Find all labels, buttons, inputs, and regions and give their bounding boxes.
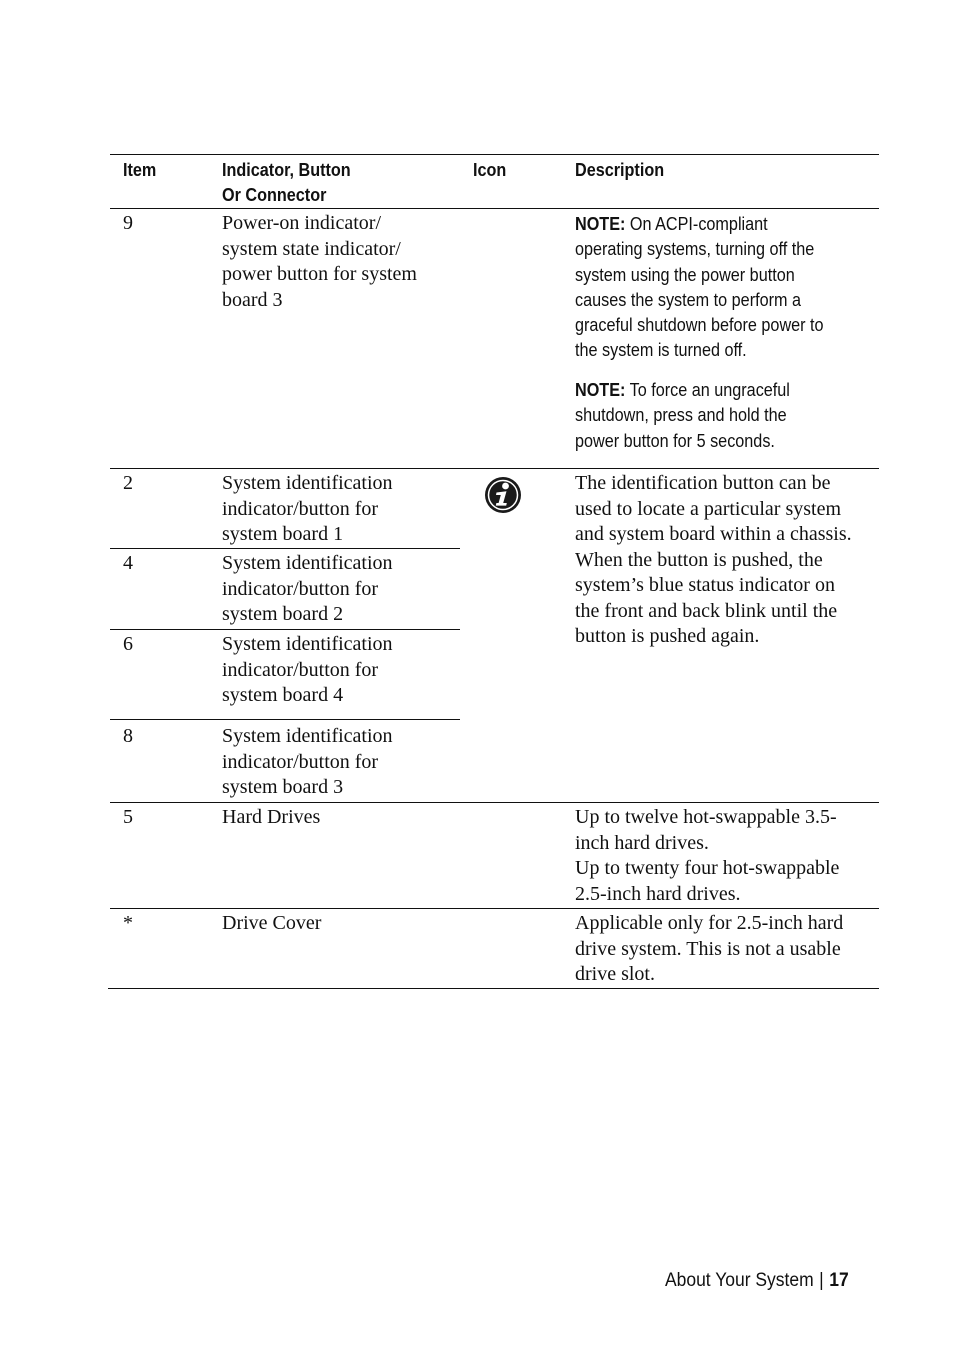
text-line: button is pushed again. [575, 625, 760, 647]
note-text: On ACPI-compliant [625, 214, 768, 234]
row-divider [110, 908, 879, 909]
text-line [575, 212, 824, 237]
text-line: causes the system to perform a [575, 289, 801, 310]
note-acpi [575, 212, 824, 364]
text-line: graceful shutdown before power to [575, 315, 824, 336]
description [575, 805, 839, 907]
footer-section-title: About Your System [665, 1270, 814, 1291]
text-line: drive system. This is not a usable [575, 937, 841, 960]
text-line: indicator/button for [222, 658, 379, 681]
table-bottom-rule [108, 988, 879, 989]
text-line: system board 2 [222, 603, 344, 625]
text-line: system board 3 [222, 776, 344, 798]
page-footer [665, 1270, 849, 1292]
header-indicator [222, 158, 351, 208]
text-line: system board 4 [222, 684, 344, 706]
note-label: NOTE: [575, 214, 626, 234]
text-line: system state indicator/ [222, 237, 401, 260]
text-line: operating systems, turning off the [575, 239, 815, 260]
indicator-name: Hard Drives [222, 806, 321, 828]
indicator-name [222, 471, 393, 548]
item-number: 6 [123, 633, 133, 655]
item-number: 8 [123, 725, 133, 747]
text-line: System identification [222, 472, 393, 494]
text-line: indicator/button for [222, 750, 379, 773]
text-line [575, 378, 790, 403]
text-line: system board 1 [222, 523, 344, 545]
indicator-name: Drive Cover [222, 912, 322, 934]
header-description: Description [575, 160, 665, 180]
item-number: 9 [123, 212, 133, 234]
text-line: system’s blue status indicator on [575, 574, 835, 596]
text-line: drive slot. [575, 963, 655, 985]
header-bottom-rule [110, 208, 879, 209]
table-top-rule [110, 154, 879, 155]
text-line: system using the power button [575, 264, 795, 285]
text-line: the front and back blink until the [575, 599, 838, 622]
text-line: System identification [222, 552, 393, 574]
indicator-name [222, 632, 393, 709]
indicator-name [222, 724, 393, 801]
text-line: shutdown, press and hold the [575, 405, 787, 426]
text-line: indicator/button for [222, 497, 379, 520]
description [575, 911, 843, 988]
header-item: Item [123, 160, 157, 180]
header-indicator-line: Indicator, Button [222, 160, 351, 180]
note-ungraceful-shutdown [575, 378, 790, 454]
text-line: Up to twenty four hot-swappable [575, 857, 840, 879]
note-label: NOTE: [575, 380, 626, 400]
text-line: used to locate a particular system [575, 497, 842, 520]
system-identification-icon [484, 476, 522, 514]
text-line: When the button is pushed, the [575, 548, 823, 571]
row-divider [110, 468, 879, 469]
header-icon: Icon [473, 160, 507, 180]
page-number: 17 [829, 1270, 849, 1291]
text-line: System identification [222, 633, 393, 655]
item-number: * [123, 912, 133, 934]
text-line: System identification [222, 725, 393, 747]
text-line: Applicable only for 2.5-inch hard [575, 912, 844, 934]
row-divider [110, 802, 879, 803]
text-line: power button for system [222, 263, 417, 285]
footer-separator: | [819, 1270, 825, 1291]
note-text: To force an ungraceful [625, 380, 790, 400]
description [575, 471, 852, 650]
row-divider [110, 548, 460, 549]
text-line: indicator/button for [222, 577, 379, 600]
item-number: 2 [123, 472, 133, 494]
indicator-name [222, 211, 417, 313]
text-line: Power-on indicator/ [222, 212, 382, 234]
row-divider [110, 629, 460, 630]
text-line: power button for 5 seconds. [575, 430, 775, 451]
text-line: and system board within a chassis. [575, 523, 852, 545]
item-number: 5 [123, 806, 133, 828]
text-line: board 3 [222, 288, 283, 311]
text-line: inch hard drives. [575, 831, 709, 854]
text-line: The identification button can be [575, 472, 831, 494]
row-divider [110, 719, 460, 720]
item-number: 4 [123, 552, 133, 574]
text-line: Up to twelve hot-swappable 3.5- [575, 806, 837, 828]
text-line: the system is turned off. [575, 340, 747, 361]
text-line: 2.5-inch hard drives. [575, 882, 741, 905]
header-indicator-line: Or Connector [222, 185, 327, 205]
indicator-name [222, 551, 393, 628]
